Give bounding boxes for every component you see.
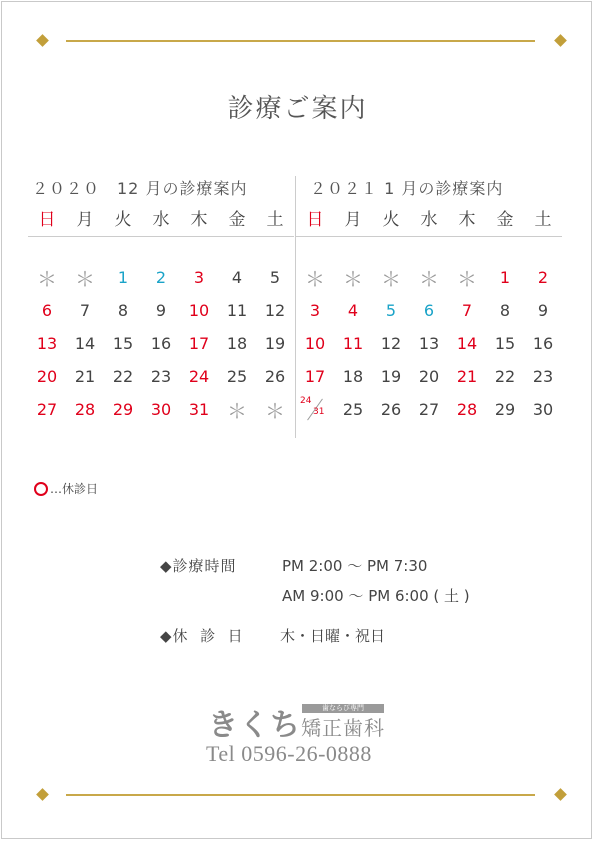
weekday-label: 火 xyxy=(114,209,132,230)
clinic-logo-name: きくち xyxy=(208,708,301,743)
calendar-day: 22 xyxy=(112,367,134,386)
weekday-label: 金 xyxy=(228,209,246,230)
calendar-day: 3 xyxy=(309,301,321,320)
weekday-label: 土 xyxy=(266,209,284,230)
calendar-day: 17 xyxy=(304,367,326,386)
calendar-day: 18 xyxy=(342,367,364,386)
calendar-january-2021 xyxy=(296,176,562,426)
calendar-day: 12 xyxy=(264,301,286,320)
calendar-day: 4 xyxy=(347,301,359,320)
calendar-day: 4 xyxy=(231,268,243,287)
calendar-day: 5 xyxy=(385,301,397,320)
calendar-week-row xyxy=(296,294,562,327)
calendar-december-2020 xyxy=(28,176,294,426)
calendar-day: 20 xyxy=(418,367,440,386)
calendar-day: 8 xyxy=(499,301,511,320)
red-circle-icon xyxy=(34,482,48,496)
calendar-day-blank: ＊ xyxy=(419,267,439,291)
calendar-week-row xyxy=(296,261,562,294)
calendar-day: 9 xyxy=(155,301,167,320)
calendar-day: 16 xyxy=(150,334,172,353)
calendar-day: 22 xyxy=(494,367,516,386)
calendar-day: 11 xyxy=(342,334,364,353)
calendar-grid xyxy=(296,261,562,426)
calendar-day: 30 xyxy=(532,400,554,419)
calendar-day: 27 xyxy=(418,400,440,419)
calendar-day: 29 xyxy=(112,400,134,419)
calendar-day: 18 xyxy=(226,334,248,353)
calendar-title: ２０２０ 12 月の診療案内 xyxy=(32,179,248,198)
calendar-day-blank: ＊ xyxy=(265,399,285,423)
calendar-day: 21 xyxy=(74,367,96,386)
gold-rule-top xyxy=(66,40,535,42)
calendar-week-row xyxy=(28,327,294,360)
weekday-label: 月 xyxy=(76,209,94,230)
calendar-day: 23 xyxy=(150,367,172,386)
calendar-day-blank: ＊ xyxy=(75,267,95,291)
calendar-day: 31 xyxy=(188,400,210,419)
calendar-day-blank: ＊ xyxy=(343,267,363,291)
page-title: 診療ご案内 xyxy=(227,94,368,124)
calendar-day: 3 xyxy=(193,268,205,287)
gold-rule-bottom xyxy=(66,794,535,796)
calendar-day: 16 xyxy=(532,334,554,353)
weekday-label: 月 xyxy=(344,209,362,230)
calendar-day: 6 xyxy=(41,301,53,320)
calendar-week-row xyxy=(28,294,294,327)
calendar-day: 26 xyxy=(264,367,286,386)
clinic-logo-type: 矯正歯科 xyxy=(301,716,385,740)
weekday-label: 木 xyxy=(458,209,476,230)
calendar-day: 29 xyxy=(494,400,516,419)
calendar-title: ２０２１ 1 月の診療案内 xyxy=(310,179,504,198)
calendar-day: 2 xyxy=(155,268,167,287)
calendar-day: 1 xyxy=(499,268,511,287)
calendar-day: 13 xyxy=(36,334,58,353)
calendar-day: 12 xyxy=(380,334,402,353)
weekday-label: 水 xyxy=(152,209,170,230)
calendar-day: 10 xyxy=(188,301,210,320)
hours-line-2: AM 9:00 〜 PM 6:00 ( 土 ) xyxy=(282,587,470,605)
calendar-day-blank: ＊ xyxy=(227,399,247,423)
calendar-day: 9 xyxy=(537,301,549,320)
calendar-day: 8 xyxy=(117,301,129,320)
weekday-label: 土 xyxy=(534,209,552,230)
calendar-week-row xyxy=(28,360,294,393)
calendar-day: 23 xyxy=(532,367,554,386)
calendar-week-row xyxy=(296,360,562,393)
calendar-day: 14 xyxy=(74,334,96,353)
calendar-day: 10 xyxy=(304,334,326,353)
weekday-header-row xyxy=(28,202,294,232)
calendar-day: 14 xyxy=(456,334,478,353)
telephone-number: Tel 0596-26-0888 xyxy=(206,741,372,766)
calendar-day: 15 xyxy=(494,334,516,353)
calendar-week-row xyxy=(28,393,294,426)
calendar-day-part: 31 xyxy=(313,407,325,417)
calendar-day-split xyxy=(296,393,334,426)
hours-label: ◆診療時間 xyxy=(160,557,237,575)
calendar-day-part: 24 xyxy=(300,396,312,406)
calendar-day: 30 xyxy=(150,400,172,419)
weekday-label: 日 xyxy=(38,209,56,230)
calendar-day-blank: ＊ xyxy=(37,267,57,291)
calendar-day-blank: ＊ xyxy=(305,267,325,291)
weekday-label: 水 xyxy=(420,209,438,230)
clinic-logo-badge: 歯ならび専門 xyxy=(302,704,384,713)
legend-text: …休診日 xyxy=(50,482,99,496)
calendar-week-row xyxy=(296,393,562,426)
calendar-day: 27 xyxy=(36,400,58,419)
calendar-day: 2 xyxy=(537,268,549,287)
calendar-day: 25 xyxy=(226,367,248,386)
calendar-day: 26 xyxy=(380,400,402,419)
calendar-day: 15 xyxy=(112,334,134,353)
calendar-day: 13 xyxy=(418,334,440,353)
closed-label: ◆休 診 日 xyxy=(160,627,244,645)
calendar-day: 17 xyxy=(188,334,210,353)
weekday-label: 木 xyxy=(190,209,208,230)
calendar-day: 24 xyxy=(188,367,210,386)
calendar-divider xyxy=(28,236,294,237)
weekday-label: 火 xyxy=(382,209,400,230)
calendar-day: 28 xyxy=(74,400,96,419)
weekday-label: 金 xyxy=(496,209,514,230)
calendar-day-blank: ＊ xyxy=(381,267,401,291)
calendar-week-row xyxy=(296,327,562,360)
calendar-day: 7 xyxy=(461,301,473,320)
calendar-day: 21 xyxy=(456,367,478,386)
weekday-header-row xyxy=(296,202,562,232)
calendar-day: 19 xyxy=(264,334,286,353)
calendar-grid xyxy=(28,261,294,426)
calendar-day: 1 xyxy=(117,268,129,287)
calendar-day: 5 xyxy=(269,268,281,287)
calendar-day: 11 xyxy=(226,301,248,320)
calendar-day-blank: ＊ xyxy=(457,267,477,291)
calendar-day: 28 xyxy=(456,400,478,419)
legend-closed-day xyxy=(34,480,98,497)
calendar-day: 19 xyxy=(380,367,402,386)
closed-days-value: 木・日曜・祝日 xyxy=(280,627,386,645)
calendar-week-row xyxy=(28,261,294,294)
calendar-day: 25 xyxy=(342,400,364,419)
calendar-divider xyxy=(296,236,562,237)
calendar-day: 6 xyxy=(423,301,435,320)
weekday-label: 日 xyxy=(306,209,324,230)
calendar-day: 20 xyxy=(36,367,58,386)
calendar-day: 7 xyxy=(79,301,91,320)
hours-line-1: PM 2:00 〜 PM 7:30 xyxy=(282,557,428,575)
